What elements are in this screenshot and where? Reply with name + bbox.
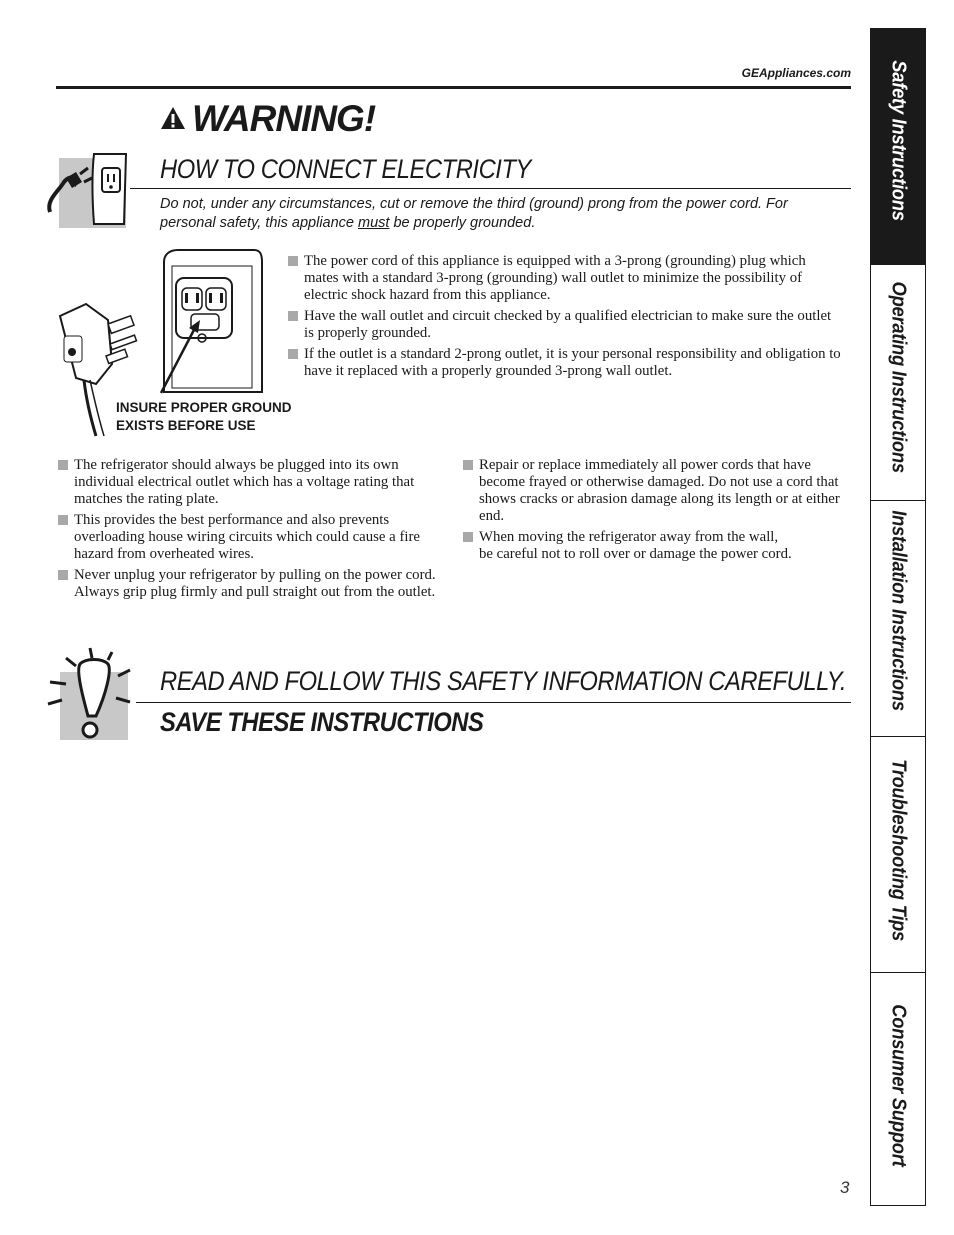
bullet-text: Never unplug your refrigerator by pulling on the power cord. Always grip plug firmly and pull straight out from the outlet. <box>74 567 436 600</box>
outlet-bullet-list-left <box>58 457 444 605</box>
bullet-square-icon <box>58 515 68 525</box>
tab-label: Installation Instructions <box>887 510 910 711</box>
electricity-rule <box>130 188 851 189</box>
bullet-square-icon <box>58 460 68 470</box>
bullet-square-icon <box>288 311 298 321</box>
bullet-text: Repair or replace immediately all power cords that have become frayed or otherwise damaged. Do not use a cord that shows cracks or abrasion damage along its length or at either end. <box>479 457 840 524</box>
outlet-bullet-list-right <box>463 457 848 567</box>
ground-caption-line2: EXISTS BEFORE USE <box>116 418 256 433</box>
top-rule <box>56 86 851 89</box>
ground-caption-line1: INSURE PROPER GROUND <box>116 400 292 415</box>
electricity-heading: HOW TO CONNECT ELECTRICITY <box>160 154 531 184</box>
bullet-text: Have the wall outlet and circuit checked by a qualified electrician to make sure the outlet is properly grounded. <box>304 308 832 341</box>
ground-caption <box>116 399 292 435</box>
warning-title-text: WARNING! <box>192 98 376 139</box>
warning-title <box>160 98 375 140</box>
tab-consumer-support[interactable] <box>871 973 925 1205</box>
bullet-square-icon <box>463 460 473 470</box>
warning-triangle-icon <box>160 98 186 140</box>
list-item <box>288 253 843 304</box>
grounding-note <box>160 195 840 233</box>
bullet-text: If the outlet is a standard 2-prong outlet, it is your personal responsibility and obligation to have it replaced with a properly grounded 3-prong wall outlet. <box>304 346 841 379</box>
site-url: GEAppliances.com <box>741 66 851 80</box>
grounding-bullet-list <box>288 253 843 384</box>
bullet-square-icon <box>463 532 473 542</box>
list-item <box>288 308 843 342</box>
safety-info-rule <box>136 702 851 703</box>
bullet-square-icon <box>58 570 68 580</box>
exclamation-alert-icon <box>46 646 136 742</box>
tab-label: Operating Instructions <box>887 281 910 473</box>
safety-info-heading: READ AND FOLLOW THIS SAFETY INFORMATION CAREFULLY. <box>160 666 847 696</box>
grounding-note-emphasis: must <box>358 215 390 231</box>
tab-label: Consumer Support <box>887 1004 910 1167</box>
bullet-text: The refrigerator should always be plugged into its own individual electrical outlet which has a voltage rating that matches the rating plate. <box>74 457 415 507</box>
bullet-square-icon <box>288 256 298 266</box>
tab-label: Safety Instructions <box>887 60 910 221</box>
bullet-text: This provides the best performance and also prevents overloading house wiring circuits which could cause a fire hazard from overheated wires. <box>74 512 420 562</box>
grounding-note-end: be properly grounded. <box>389 215 536 231</box>
list-item <box>288 346 843 380</box>
section-tabs <box>870 28 926 1206</box>
list-item <box>463 529 795 563</box>
tab-installation-instructions[interactable] <box>871 501 925 737</box>
page-number: 3 <box>840 1178 850 1197</box>
bullet-text: When moving the refrigerator away from the wall, be careful not to roll over or damage the power cord. <box>479 529 792 562</box>
tab-troubleshooting-tips[interactable] <box>871 737 925 973</box>
bullet-text: The power cord of this appliance is equipped with a 3-prong (grounding) plug which mates with a standard 3-prong (grounding) wall outlet to minimize the possibility of electric shock hazard from this appliance. <box>304 253 806 303</box>
grounding-note-text: Do not, under any circumstances, cut or remove the third (ground) prong from the power cord. For personal safety, this appliance <box>160 196 788 231</box>
bullet-square-icon <box>288 349 298 359</box>
tab-label: Troubleshooting Tips <box>887 759 910 941</box>
list-item <box>58 457 444 508</box>
electric-plug-icon <box>44 152 130 232</box>
save-instructions-heading: SAVE THESE INSTRUCTIONS <box>160 707 484 737</box>
tab-safety-instructions[interactable] <box>871 29 925 265</box>
list-item <box>58 567 444 601</box>
tab-operating-instructions[interactable] <box>871 265 925 501</box>
list-item <box>463 457 848 525</box>
list-item <box>58 512 444 563</box>
